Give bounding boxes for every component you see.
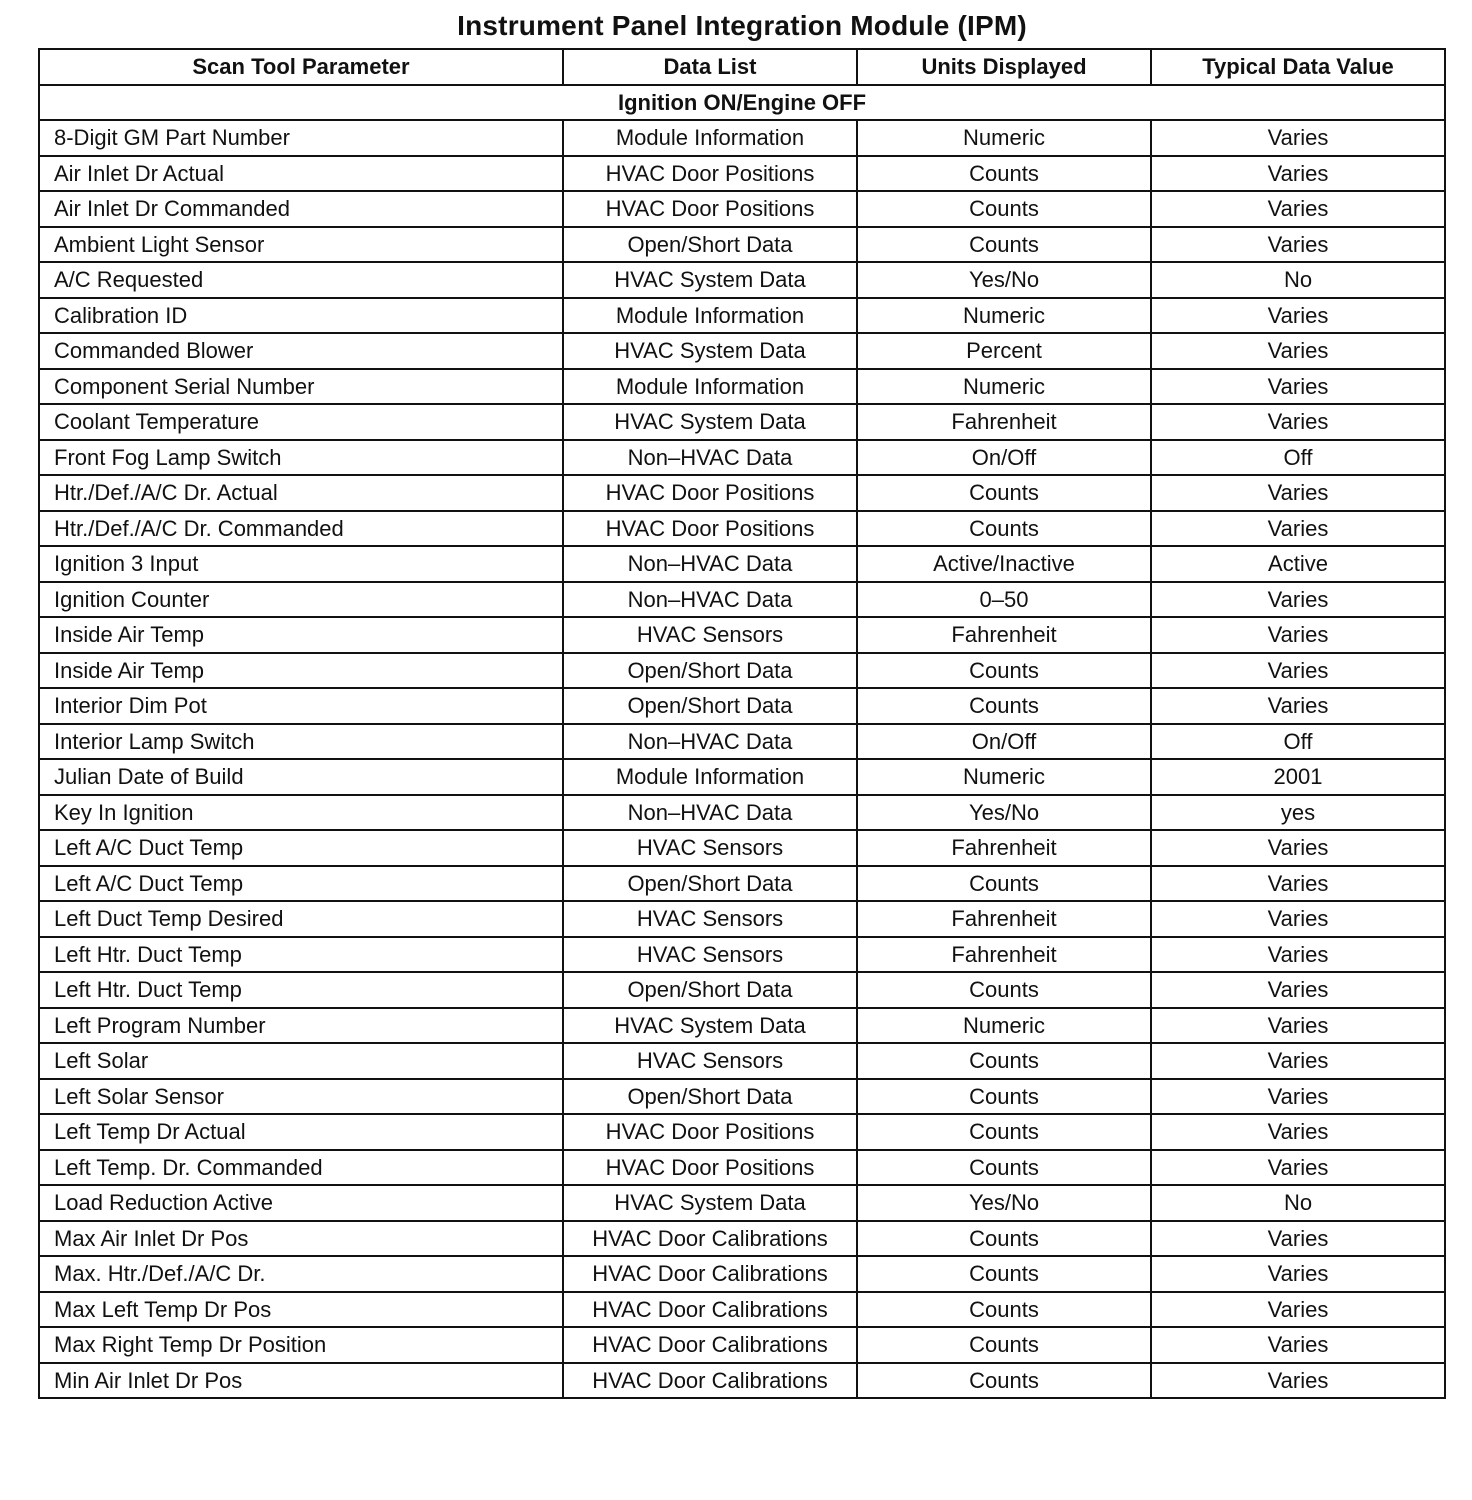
- cell-data-list: Non–HVAC Data: [563, 546, 857, 582]
- cell-scan-tool-parameter: Htr./Def./A/C Dr. Commanded: [39, 511, 563, 547]
- cell-scan-tool-parameter: A/C Requested: [39, 262, 563, 298]
- cell-scan-tool-parameter: Min Air Inlet Dr Pos: [39, 1363, 563, 1399]
- cell-data-list: HVAC Door Calibrations: [563, 1363, 857, 1399]
- cell-scan-tool-parameter: Left Temp. Dr. Commanded: [39, 1150, 563, 1186]
- cell-units-displayed: Counts: [857, 653, 1151, 689]
- cell-data-list: Non–HVAC Data: [563, 440, 857, 476]
- table-row: [39, 440, 1445, 476]
- cell-data-list: HVAC Sensors: [563, 937, 857, 973]
- cell-data-list: Open/Short Data: [563, 227, 857, 263]
- cell-data-list: Open/Short Data: [563, 688, 857, 724]
- cell-units-displayed: Counts: [857, 156, 1151, 192]
- cell-typical-data-value: Varies: [1151, 404, 1445, 440]
- cell-units-displayed: Numeric: [857, 298, 1151, 334]
- cell-scan-tool-parameter: Ignition Counter: [39, 582, 563, 618]
- cell-data-list: HVAC Door Calibrations: [563, 1221, 857, 1257]
- cell-typical-data-value: Varies: [1151, 1221, 1445, 1257]
- table-row: [39, 333, 1445, 369]
- cell-units-displayed: On/Off: [857, 440, 1151, 476]
- cell-units-displayed: Counts: [857, 191, 1151, 227]
- cell-typical-data-value: Varies: [1151, 1292, 1445, 1328]
- cell-units-displayed: Counts: [857, 1043, 1151, 1079]
- cell-typical-data-value: Varies: [1151, 1079, 1445, 1115]
- header-data-list: Data List: [563, 49, 857, 85]
- table-row: [39, 901, 1445, 937]
- cell-typical-data-value: Varies: [1151, 688, 1445, 724]
- cell-scan-tool-parameter: Left A/C Duct Temp: [39, 866, 563, 902]
- cell-scan-tool-parameter: Inside Air Temp: [39, 653, 563, 689]
- cell-units-displayed: Numeric: [857, 1008, 1151, 1044]
- header-row: [39, 49, 1445, 85]
- cell-scan-tool-parameter: Ambient Light Sensor: [39, 227, 563, 263]
- cell-units-displayed: Counts: [857, 511, 1151, 547]
- table-row: [39, 262, 1445, 298]
- cell-data-list: Non–HVAC Data: [563, 582, 857, 618]
- cell-typical-data-value: Varies: [1151, 1327, 1445, 1363]
- cell-scan-tool-parameter: Max Left Temp Dr Pos: [39, 1292, 563, 1328]
- cell-scan-tool-parameter: Left Program Number: [39, 1008, 563, 1044]
- table-row: [39, 1008, 1445, 1044]
- cell-scan-tool-parameter: Key In Ignition: [39, 795, 563, 831]
- cell-scan-tool-parameter: Max Air Inlet Dr Pos: [39, 1221, 563, 1257]
- cell-scan-tool-parameter: Htr./Def./A/C Dr. Actual: [39, 475, 563, 511]
- cell-units-displayed: Fahrenheit: [857, 937, 1151, 973]
- cell-units-displayed: Counts: [857, 227, 1151, 263]
- table-row: [39, 404, 1445, 440]
- cell-data-list: HVAC System Data: [563, 404, 857, 440]
- cell-units-displayed: Numeric: [857, 759, 1151, 795]
- header-typical-data-value: Typical Data Value: [1151, 49, 1445, 85]
- table-row: [39, 1221, 1445, 1257]
- cell-typical-data-value: Varies: [1151, 333, 1445, 369]
- cell-typical-data-value: No: [1151, 1185, 1445, 1221]
- cell-units-displayed: Fahrenheit: [857, 901, 1151, 937]
- table-row: [39, 369, 1445, 405]
- cell-scan-tool-parameter: Calibration ID: [39, 298, 563, 334]
- cell-data-list: HVAC Sensors: [563, 901, 857, 937]
- cell-units-displayed: Counts: [857, 1292, 1151, 1328]
- table-row: [39, 866, 1445, 902]
- cell-data-list: HVAC Door Positions: [563, 1114, 857, 1150]
- cell-scan-tool-parameter: Commanded Blower: [39, 333, 563, 369]
- table-row: [39, 1150, 1445, 1186]
- cell-units-displayed: Counts: [857, 1221, 1151, 1257]
- cell-typical-data-value: Varies: [1151, 120, 1445, 156]
- cell-data-list: Module Information: [563, 120, 857, 156]
- cell-units-displayed: Counts: [857, 1327, 1151, 1363]
- cell-data-list: Module Information: [563, 298, 857, 334]
- table-row: [39, 1185, 1445, 1221]
- cell-scan-tool-parameter: Max. Htr./Def./A/C Dr.: [39, 1256, 563, 1292]
- cell-units-displayed: Counts: [857, 1114, 1151, 1150]
- section-row: [39, 85, 1445, 121]
- table-header: [39, 49, 1445, 85]
- table-body: [39, 85, 1445, 1399]
- table-row: [39, 1079, 1445, 1115]
- table-row: [39, 1043, 1445, 1079]
- cell-data-list: Open/Short Data: [563, 1079, 857, 1115]
- cell-units-displayed: On/Off: [857, 724, 1151, 760]
- cell-units-displayed: Counts: [857, 1079, 1151, 1115]
- cell-data-list: HVAC System Data: [563, 262, 857, 298]
- cell-units-displayed: Counts: [857, 688, 1151, 724]
- table-row: [39, 688, 1445, 724]
- cell-units-displayed: Counts: [857, 866, 1151, 902]
- cell-units-displayed: Yes/No: [857, 262, 1151, 298]
- cell-data-list: HVAC Door Positions: [563, 511, 857, 547]
- cell-units-displayed: Counts: [857, 1150, 1151, 1186]
- cell-data-list: Non–HVAC Data: [563, 724, 857, 760]
- cell-scan-tool-parameter: Component Serial Number: [39, 369, 563, 405]
- cell-data-list: HVAC Sensors: [563, 617, 857, 653]
- cell-typical-data-value: Varies: [1151, 1043, 1445, 1079]
- cell-data-list: HVAC Door Calibrations: [563, 1327, 857, 1363]
- cell-units-displayed: Fahrenheit: [857, 617, 1151, 653]
- cell-typical-data-value: Varies: [1151, 1363, 1445, 1399]
- table-row: [39, 653, 1445, 689]
- cell-scan-tool-parameter: Left Htr. Duct Temp: [39, 972, 563, 1008]
- cell-typical-data-value: Varies: [1151, 227, 1445, 263]
- table-row: [39, 724, 1445, 760]
- cell-typical-data-value: No: [1151, 262, 1445, 298]
- cell-typical-data-value: Varies: [1151, 1114, 1445, 1150]
- table-row: [39, 1256, 1445, 1292]
- table-row: [39, 972, 1445, 1008]
- header-scan-tool-parameter: Scan Tool Parameter: [39, 49, 563, 85]
- cell-data-list: Module Information: [563, 369, 857, 405]
- cell-units-displayed: Percent: [857, 333, 1151, 369]
- cell-units-displayed: Fahrenheit: [857, 404, 1151, 440]
- cell-typical-data-value: Varies: [1151, 156, 1445, 192]
- cell-typical-data-value: Off: [1151, 440, 1445, 476]
- table-row: [39, 1292, 1445, 1328]
- cell-typical-data-value: Varies: [1151, 937, 1445, 973]
- cell-typical-data-value: Varies: [1151, 1008, 1445, 1044]
- cell-units-displayed: Counts: [857, 972, 1151, 1008]
- cell-data-list: Open/Short Data: [563, 972, 857, 1008]
- cell-scan-tool-parameter: Left Temp Dr Actual: [39, 1114, 563, 1150]
- cell-data-list: HVAC Door Calibrations: [563, 1292, 857, 1328]
- cell-data-list: Open/Short Data: [563, 653, 857, 689]
- cell-typical-data-value: Varies: [1151, 972, 1445, 1008]
- table-row: [39, 1363, 1445, 1399]
- table-row: [39, 191, 1445, 227]
- cell-scan-tool-parameter: Air Inlet Dr Actual: [39, 156, 563, 192]
- cell-units-displayed: Counts: [857, 475, 1151, 511]
- cell-typical-data-value: Varies: [1151, 191, 1445, 227]
- cell-data-list: HVAC Sensors: [563, 1043, 857, 1079]
- cell-units-displayed: Yes/No: [857, 1185, 1151, 1221]
- table-row: [39, 156, 1445, 192]
- cell-scan-tool-parameter: Load Reduction Active: [39, 1185, 563, 1221]
- cell-units-displayed: Numeric: [857, 120, 1151, 156]
- cell-units-displayed: Numeric: [857, 369, 1151, 405]
- cell-units-displayed: Counts: [857, 1363, 1151, 1399]
- table-row: [39, 546, 1445, 582]
- table-row: [39, 937, 1445, 973]
- cell-units-displayed: 0–50: [857, 582, 1151, 618]
- cell-typical-data-value: Varies: [1151, 1150, 1445, 1186]
- cell-data-list: HVAC Door Positions: [563, 191, 857, 227]
- cell-units-displayed: Yes/No: [857, 795, 1151, 831]
- cell-typical-data-value: Varies: [1151, 475, 1445, 511]
- cell-typical-data-value: Varies: [1151, 901, 1445, 937]
- table-row: [39, 795, 1445, 831]
- cell-data-list: HVAC System Data: [563, 333, 857, 369]
- table-row: [39, 1114, 1445, 1150]
- cell-scan-tool-parameter: Interior Lamp Switch: [39, 724, 563, 760]
- data-table: [38, 48, 1446, 1399]
- table-row: [39, 617, 1445, 653]
- table-row: [39, 1327, 1445, 1363]
- cell-data-list: HVAC System Data: [563, 1185, 857, 1221]
- table-row: [39, 830, 1445, 866]
- table-row: [39, 582, 1445, 618]
- cell-data-list: Open/Short Data: [563, 866, 857, 902]
- table-row: [39, 120, 1445, 156]
- cell-scan-tool-parameter: Front Fog Lamp Switch: [39, 440, 563, 476]
- cell-data-list: HVAC Door Positions: [563, 156, 857, 192]
- cell-data-list: HVAC Door Positions: [563, 475, 857, 511]
- cell-typical-data-value: Varies: [1151, 617, 1445, 653]
- cell-typical-data-value: Active: [1151, 546, 1445, 582]
- cell-units-displayed: Fahrenheit: [857, 830, 1151, 866]
- table-row: [39, 227, 1445, 263]
- cell-units-displayed: Active/Inactive: [857, 546, 1151, 582]
- page-title: Instrument Panel Integration Module (IPM): [457, 10, 1027, 41]
- cell-typical-data-value: 2001: [1151, 759, 1445, 795]
- cell-scan-tool-parameter: Julian Date of Build: [39, 759, 563, 795]
- cell-data-list: HVAC Sensors: [563, 830, 857, 866]
- cell-data-list: HVAC Door Calibrations: [563, 1256, 857, 1292]
- cell-data-list: Module Information: [563, 759, 857, 795]
- cell-scan-tool-parameter: Left A/C Duct Temp: [39, 830, 563, 866]
- cell-scan-tool-parameter: Left Duct Temp Desired: [39, 901, 563, 937]
- cell-typical-data-value: Varies: [1151, 369, 1445, 405]
- table-row: [39, 298, 1445, 334]
- cell-data-list: HVAC System Data: [563, 1008, 857, 1044]
- cell-typical-data-value: Varies: [1151, 866, 1445, 902]
- cell-typical-data-value: Varies: [1151, 830, 1445, 866]
- cell-typical-data-value: Varies: [1151, 511, 1445, 547]
- cell-scan-tool-parameter: Left Solar: [39, 1043, 563, 1079]
- cell-data-list: Non–HVAC Data: [563, 795, 857, 831]
- table-row: [39, 475, 1445, 511]
- header-units-displayed: Units Displayed: [857, 49, 1151, 85]
- cell-typical-data-value: Varies: [1151, 582, 1445, 618]
- cell-typical-data-value: yes: [1151, 795, 1445, 831]
- section-label: Ignition ON/Engine OFF: [39, 85, 1445, 121]
- cell-scan-tool-parameter: Max Right Temp Dr Position: [39, 1327, 563, 1363]
- cell-scan-tool-parameter: Inside Air Temp: [39, 617, 563, 653]
- cell-typical-data-value: Off: [1151, 724, 1445, 760]
- cell-scan-tool-parameter: 8-Digit GM Part Number: [39, 120, 563, 156]
- cell-units-displayed: Counts: [857, 1256, 1151, 1292]
- cell-typical-data-value: Varies: [1151, 653, 1445, 689]
- cell-scan-tool-parameter: Air Inlet Dr Commanded: [39, 191, 563, 227]
- cell-scan-tool-parameter: Left Solar Sensor: [39, 1079, 563, 1115]
- cell-scan-tool-parameter: Interior Dim Pot: [39, 688, 563, 724]
- cell-data-list: HVAC Door Positions: [563, 1150, 857, 1186]
- cell-scan-tool-parameter: Coolant Temperature: [39, 404, 563, 440]
- cell-typical-data-value: Varies: [1151, 298, 1445, 334]
- cell-scan-tool-parameter: Left Htr. Duct Temp: [39, 937, 563, 973]
- table-row: [39, 511, 1445, 547]
- cell-typical-data-value: Varies: [1151, 1256, 1445, 1292]
- table-row: [39, 759, 1445, 795]
- cell-scan-tool-parameter: Ignition 3 Input: [39, 546, 563, 582]
